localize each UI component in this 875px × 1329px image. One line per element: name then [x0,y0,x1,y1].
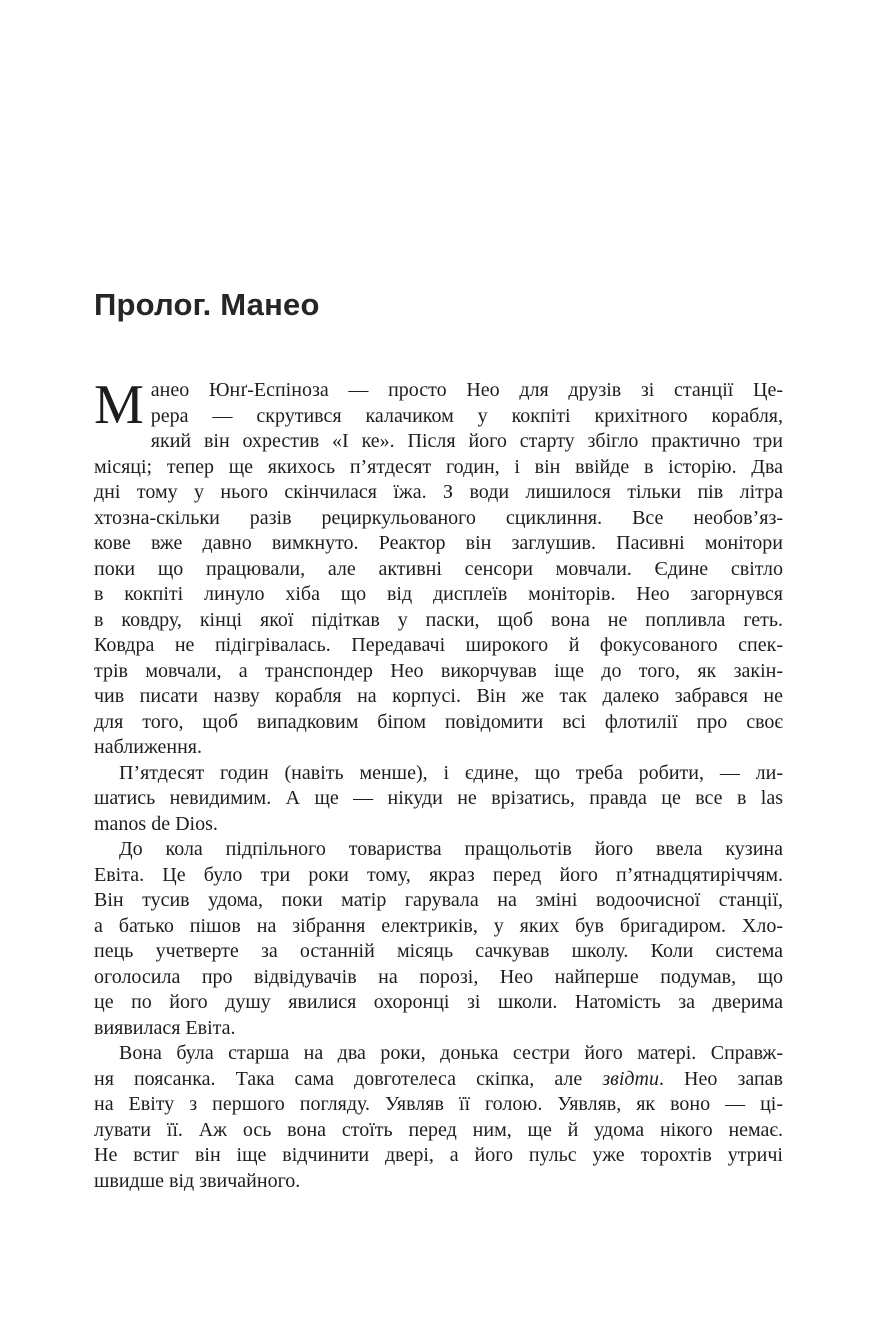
text-line [94,1143,783,1169]
text-line [94,582,783,608]
text-line [94,557,783,583]
text-segment: швидше від звичайного. [94,1169,301,1192]
text-segment: П’ятдесят годин (навіть менше), і єдине, що треба робити, — ли- [119,761,783,784]
text-segment: дні тому у нього скінчилася їжа. З води лишилося тільки пів літра [94,481,783,503]
text-segment: шатись невидимим. А ще — нікуди не врізатись, правда це все в las [94,787,783,809]
text-segment: лувати її. Аж ось вона стоїть перед ним, ще й удома нікого немає. [94,1118,783,1141]
text-segment: Вона була старша на два роки, донька сестри його матері. Справж- [119,1042,783,1064]
text-segment: наближення. [94,736,202,758]
text-segment: Евіта. Це було три роки тому, якраз перед його п’ятнадцятиріччям. [94,863,783,886]
text-segment: в ковдру, кінці якої підіткав у паски, щоб вона не попливла геть. [94,608,783,631]
text-line [94,1041,783,1067]
text-segment: оголосила про відвідувачів на порозі, Нео найперше подумав, що [94,965,783,988]
text-segment: це по його душу явилися охоронці зі школи. Натомість за дверима [94,991,783,1013]
text-line [94,1016,783,1042]
text-block [94,374,783,1194]
text-segment: а батько пішов на зібрання електриків, у яких був бригадиром. Хло- [94,914,783,937]
text-segment: Не встиг він іще відчинити двері, а його пульс уже торохтів утричі [94,1144,783,1166]
text-line [94,1092,783,1118]
text-segment: . Нео запав [658,1067,783,1090]
paragraph [94,1041,783,1194]
drop-cap: М [94,374,144,436]
text-line [94,378,783,404]
text-line [94,608,783,634]
paragraph [94,374,783,761]
text-line [94,684,783,710]
text-line [94,1118,783,1144]
italic-text: звідти [602,1067,659,1090]
text-line [94,506,783,532]
text-line [94,965,783,991]
text-line [94,404,783,430]
text-line [94,863,783,889]
text-segment: До кола підпільного товариства пращольотів його ввела кузина [119,838,783,860]
text-line [94,735,783,761]
text-segment: місяці; тепер ще якихось п’ятдесят годин, і він ввійде в історію. Два [94,455,783,478]
paragraph [94,837,783,1041]
text-segment: поки що працювали, але активні сенсори мовчали. Єдине світло [94,557,783,580]
text-line [94,455,783,481]
text-segment: кове вже давно вимкнуто. Реактор він заглушив. Пасивні монітори [94,532,783,554]
text-line [94,914,783,940]
text-line [94,888,783,914]
text-segment: виявилася Евіта. [94,1016,236,1039]
text-segment: для того, щоб випадковим біпом повідомити всі флотилії про своє [94,710,783,733]
paragraph [94,761,783,838]
text-segment: пець учетверте за останній місяць сачкував школу. Коли система [94,940,783,962]
text-line [94,633,783,659]
text-line [94,429,783,455]
text-line [94,659,783,685]
text-segment: manos de Dios. [94,812,218,835]
text-line [94,761,783,787]
text-line [94,990,783,1016]
text-segment: анео Юнґ-Еспіноза — просто Нео для друзів зі станції Це- [150,379,783,401]
text-segment: Він тусив удома, поки матір гарувала на зміні водоочисної станції, [94,889,783,911]
text-segment: хтозна-скільки разів рециркульованого сциклиння. Все необов’яз- [94,506,783,529]
text-line [94,939,783,965]
text-segment: Ковдра не підігрівалась. Передавачі широкого й фокусованого спек- [94,634,783,656]
text-segment: в кокпіті линуло хіба що від дисплеїв моніторів. Нео загорнувся [94,583,783,605]
text-line [94,480,783,506]
text-line [94,1169,783,1195]
text-segment: на Евіту з першого погляду. Уявляв її голою. Уявляв, як воно — ці- [94,1093,783,1115]
text-segment: чив писати назву корабля на корпусі. Він же так далеко забрався не [94,685,783,707]
text-segment: ня поясанка. Така сама довготелеса скіпка, але [94,1067,603,1090]
text-segment: який він охрестив «І ке». Після його старту збігло практично три [150,430,783,452]
text-line [94,710,783,736]
text-line [94,786,783,812]
chapter-title: Пролог. Манео [94,287,320,322]
text-segment: трів мовчали, а транспондер Нео викорчував іще до того, як закін- [94,659,783,682]
text-line [94,837,783,863]
text-segment: рера — скрутився калачиком у кокпіті крихітного корабля, [150,404,783,427]
text-line [94,1067,783,1093]
text-line [94,812,783,838]
text-line [94,531,783,557]
